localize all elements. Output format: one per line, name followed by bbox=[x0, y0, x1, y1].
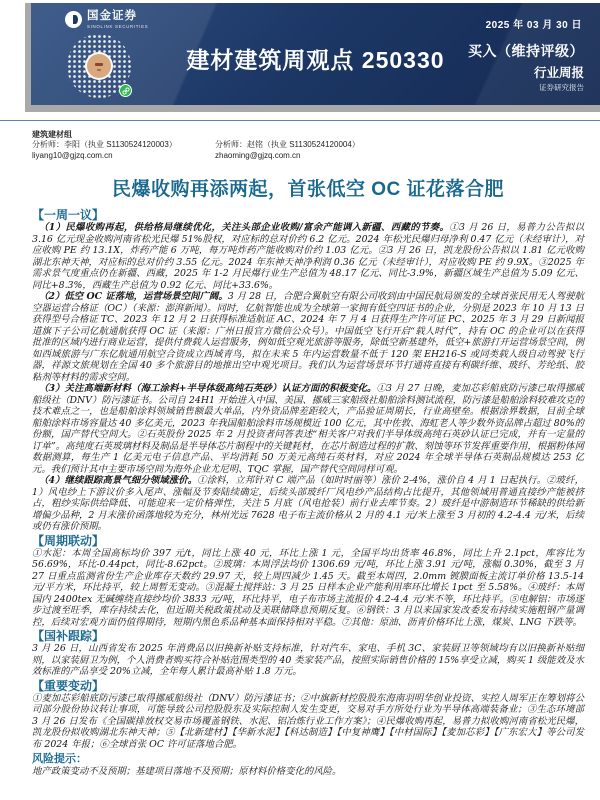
paragraph bbox=[32, 222, 584, 291]
paragraph bbox=[32, 383, 584, 475]
paragraph-text: ①涂料，立邦针对 C 端产品（如时时丽等）涨价 2-4%，涨价自 4 月 1 日起执行。②玻纤，1）风电纱上下游议价多入尾声、涨幅及节奏陆续确定，后续头部玻纤厂风电纱产品结构占比提升，其他领域用普通直接纱产能被挤占，粗纱实际供给降低、可能迎来一定价格弹性，关注 5 月底（风电抢装）前行业去库节奏。2）玻纤是中游制造环节稀缺的供给新增偏少品种，2 月末涨价函落地较为充分，林州光远 7628 电子布主流价格从 2 月的 4.1 元/米上涨至 3 月初的 4.2-4.4 元/米，后续或仍有涨价预期。 bbox=[32, 475, 584, 532]
paragraph bbox=[32, 643, 584, 678]
analyst-email[interactable]: liyang10@gjzq.com.cn bbox=[32, 150, 113, 160]
paragraph bbox=[32, 548, 584, 629]
brand-name: 国金证券 bbox=[87, 10, 137, 22]
banner-right-block bbox=[468, 44, 584, 91]
section-cycle-linkage bbox=[32, 534, 584, 629]
section-heading: 【国补跟踪】 bbox=[32, 629, 105, 643]
banner-background bbox=[31, 3, 600, 105]
paragraph bbox=[32, 291, 584, 383]
paragraph-lead: （2）低空 OC 证落地，运营场景空间广阔。 bbox=[39, 291, 228, 302]
section-weekly-discussion bbox=[32, 208, 584, 533]
section-subsidy-tracking bbox=[32, 629, 584, 678]
brand-text bbox=[87, 11, 148, 29]
risk-text bbox=[32, 766, 584, 778]
paragraph-text: 3 月 28 日，合肥合翼航空有限公司收到由中国民航局颁发的全球首张民用无人驾驶航空器运营合格证（OC）（来源：澎湃新闻）。同时，亿航智能也成为全球第一家拥有低空四证书的企业，分别是 2023 年 10 月 13 日获得型号合格证 TC、2023 年 12 月 2 日获得标准适航证 AC、2024 年 7 月 4 日获得生产许可证 PC、2025 年 3 月 29 日新闻报道旗下子公司亿航通航获得 OC 证（来源：广州日报官方微信公众号）。中国低空飞行开启“载人时代”，持有 OC 的企业可以在获得批准的区域内进行商业运营，提供付费载人运营服务，例如低空观光旅游等服务，除低空新基建外，低空+旅游打开运营场景空间，例如西域旅游与广东亿航通用航空合资成立西域青鸟，拟在未来 5 年内运营数量不低于 120 架 EH216-S 或同类载人级自动驾驶飞行器，祥源文旅规划在全国 40 多个旅游目的地推出空中观光项目。我们认为运营场景环节打通将直接有利碳纤维、玻纤、芳纶纸、胶粘剂等材料的需求空间。 bbox=[32, 291, 584, 383]
wechat-link-icon bbox=[119, 84, 132, 97]
paragraph-lead: （1）民爆收购再起，供给格局继续优化，关注头部企业收购/富余产能调入新疆、西藏的节奏。 bbox=[39, 222, 450, 233]
paragraph-lead: （4）继续跟踪高景气细分领域涨价。 bbox=[39, 475, 198, 486]
sinolink-logo-icon bbox=[65, 11, 82, 28]
report-title: 建材建筑周观点 250330 bbox=[186, 47, 445, 73]
report-body bbox=[0, 121, 600, 778]
analyst-1 bbox=[32, 140, 215, 161]
analyst-2 bbox=[215, 140, 360, 161]
rating-badge: 买入（维持评级） bbox=[468, 43, 584, 59]
paragraph bbox=[32, 475, 584, 533]
analyst-name: 分析师：李阳（执业 S1130524120003） bbox=[32, 140, 177, 149]
section-heading: 【重要变动】 bbox=[32, 678, 105, 693]
analyst-email[interactable]: zhaoming@gjzq.com.cn bbox=[215, 150, 301, 160]
paragraph-text: ①麦加芯彩船底防污漆已取得挪威船级社（DNV）防污漆证书；②中旗新材控股股东海南羽明华创业投资、实控人周军正在筹划将公司部分股份协议转让事项，可能导致公司控股股东及实际控制人发生变更，交易对手方所处行业为半导体高端装备业；③生态环境部 3 月 26 日发布《全国碳排放权交易市场覆盖钢铁、水泥、铝冶炼行业工作方案》；④民爆收购再起，易普力拟收购河南省松光民爆，凯龙股份拟收购湖北东神天神；⑤【北新建材】【华新水泥】【科达制造】【中复神鹰】【中材国际】【麦加芯彩】【广东宏大】等公司发布 2024 年报；⑥全球首张 OC 许可证落地合肥。 bbox=[32, 692, 584, 750]
report-date: 2025 年 03 月 30 日 bbox=[485, 20, 582, 31]
paragraph-text: 地产政策变动不及预期；基建项目落地不及预期；原材料价格变化的风险。 bbox=[32, 766, 342, 777]
paragraph-lead: （3）关注高端新材料（海工涂料+半导体级高纯石英砂）认证方面的积极变化。 bbox=[39, 383, 377, 394]
section-heading: 【一周一议】 bbox=[32, 208, 105, 222]
section-risk-notice bbox=[32, 752, 584, 778]
section-important-changes bbox=[32, 679, 584, 751]
paragraph-text: ①3 月 27 日晚，麦加芯彩船底防污漆已取得挪威船级社（DNV）防污漆证书。公司自 24H1 开始进入中国、美国、挪威三家船级社船舶涂料测试流程，防污漆是船舶涂料较难攻克的技术难点之一，也是船舶涂料领域销售额最大单品，内外资品牌差距较大，产品验证周期长，行业高壁垒。根据涂界数据，目前全球船舶涂料市场容量达 40 多亿美元，2023 年我国船舶涂料市场规模近 100 亿元，其中佐敦、海虹老人等少数外资品牌占超过 80%的份额，国产替代空间大。②石英股份 2025 年 2 月投资者问答表述“相关客户对我们半导体级高纯石英砂认证已完成，并有一定量的订单”。高纯度石英玻璃材料及制品是半导体芯片制程中的关键耗材，在芯片制造过程的扩散、刻蚀等环节发挥重要作用，根据粉体网数据测算，每生产 1 亿美元电子信息产品、平均消耗 50 万美元高纯石英材料，对应 2024 年全球半导体石英制品规模达 253 亿元。我们预计其中主要市场空间为海外企业尤尼明、TQC 掌握，国产替代空间同样可观。 bbox=[32, 383, 584, 475]
analyst-name: 分析师：赵铭（执业 S1130524120004） bbox=[215, 140, 360, 149]
report-headline: 民爆收购再添两起，首张低空 OC 证花落合肥 bbox=[111, 179, 505, 200]
report-subtype-label: 证券研究报告 bbox=[539, 82, 584, 92]
paragraph-text: ①3 月 26 日，易普力公告拟以 3.16 亿元现金收购河南省松光民爆 51%股权，对应标的总对价约 6.2 亿元。2024 年松光民爆归母净利 0.47 亿元（未经审计），对应收购 PE 约 13.1X，炸药产能 6 万吨，每万吨炸药产能收购对价约 1.03 亿元。②3 月 26 日，凯龙股份公告拟以 1.81 亿元收购湖北东神天神，对应标的总对价约 3.55 亿元。2024 年东神天神净利润 0.36 亿元（未经审计），对应收购 PE 约 9.9X。③2025 年需求景气度重点仍在新疆、西藏，2025 年 1-2 月民爆行业生产总值为 48.17 亿元、同比-3.9%，新疆区域生产总值为 5.09 亿元、同比+8.3%，西藏生产总值为 0.92 亿元、同比+33.6%。 bbox=[32, 222, 585, 291]
brand-subtitle: SINOLINK SECURITIES bbox=[87, 23, 149, 29]
paragraph-text: ①水泥：本周全国高标均价 397 元/t，同比上涨 40 元，环比上涨 1 元，全国平均出货率 46.8%，同比上升 2.1pct，库容比为 56.69%，环比-0.44pct，同比-8.62pct。②玻璃：本周浮法均价 1306.69 元/吨，环比上涨 3.91 元/吨，涨幅 0.30%，截至 3 月 27 日重点监测省份生产企业库存天数约 29.97 天，较上周四减少 1.45 天。截至本周四，2.0mm 镀膜面板主流订单价格 13.5-14 元/平方米，环比持平，较上周暂无变动。③混凝土搅拌站：3 月 25 日样本企业产能利用率环比增长 1pct 至 5.58%。④玻纤：本周国内 2400tex 无碱缠绕直接纱均价 3833 元/吨，环比持平，电子布市场主流报价 4.2-4.4 元/米不等，环比持平。⑤电解铝：市场逐步过渡至旺季，库存持续去化，但近期关税政策扰动及美联储降息预期反复。⑥钢铁：3 月以来国家发改委发布持续实施粗钢产量调控，后续对宏观方面仍值得期待，短期内黑色系品种基本面保持相对平稳。⑦其他：原油、沥青价格环比上涨，煤炭、LNG 下跌等。 bbox=[32, 547, 584, 628]
analyst-block bbox=[32, 140, 584, 161]
header-banner bbox=[25, 3, 600, 112]
sinolink-logo bbox=[65, 11, 148, 29]
analyst-group-title: 建筑建材组 bbox=[32, 130, 72, 139]
risk-title: 风险提示： bbox=[32, 753, 87, 765]
paragraph bbox=[32, 693, 584, 751]
section-heading: 【周期联动】 bbox=[32, 533, 105, 548]
paragraph-text: 3 月 26 日，山西省发布 2025 年消费品以旧换新补贴支持标准，针对汽车、家电、手机 3C、家装厨卫等领域均有以旧换新补贴细则，以家装厨卫为例，个人消费者购买符合补贴范围类型的 40 类家装产品，按照实际销售价格的 15%享受立减，购买 1 级能效及水效标准的产品享受 20%立减，全年每人累计最高补贴 1.8 万元。 bbox=[32, 643, 584, 677]
report-type-label: 行业周报 bbox=[533, 66, 584, 80]
